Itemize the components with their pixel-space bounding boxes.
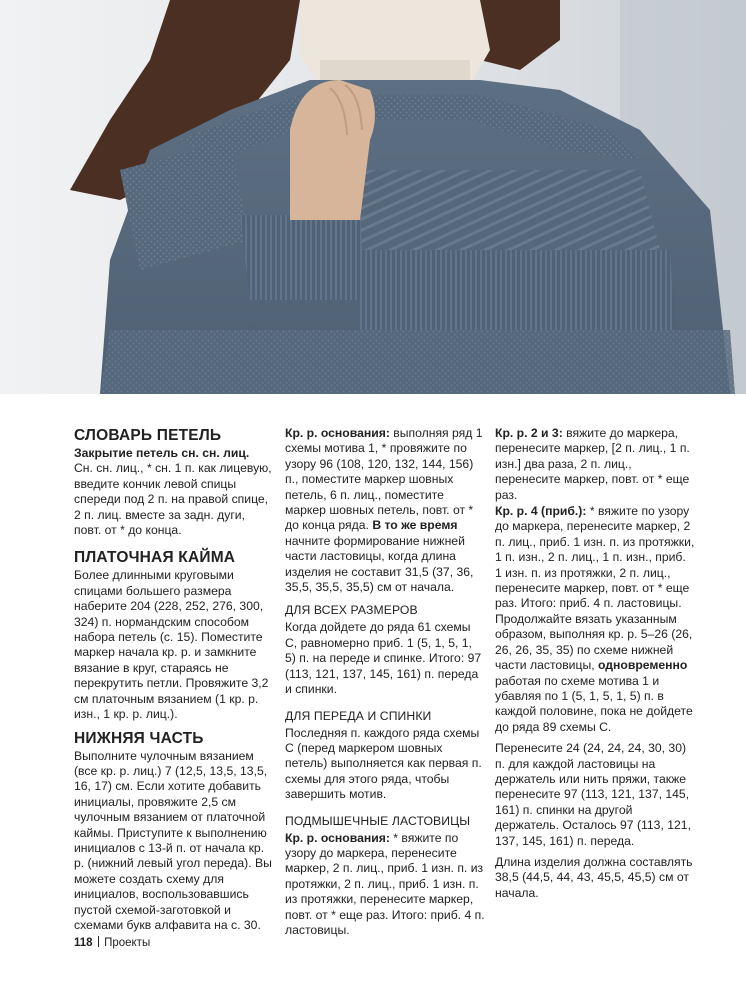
column-1 bbox=[74, 426, 274, 933]
paragraph bbox=[495, 426, 695, 503]
paragraph: Более длинными круговыми спицами большего размера наберите 204 (228, 252, 276, 300, 324) п. нормандским способом набора петель (с. 15). Поместите маркер начала кр. р. и замкните вязание в круг, стараясь не перекрутить петли. Провяжите 3,2 см платочным вязанием (1 кр. р. изн., 1 кр. р. лиц.). bbox=[74, 568, 269, 722]
term-label: В то же время bbox=[372, 518, 458, 533]
paragraph: Выполните чулочным вязанием (все кр. р. лиц.) 7 (12,5, 13,5, 13,5, 16, 17) см. Если хотите добавить инициалы, провяжите 2,5 см чулочным вязанием от платочной каймы. Приступите к выполнению инициалов с 13-й п. от начала кр. р. (нижний левый угол переда). Вы можете создать схему для инициалов, воспользовавшись пустой схемой-заготовкой и схемами букв алфавита на с. 30. bbox=[74, 748, 272, 932]
paragraph: Длина изделия должна составлять 38,5 (44,5, 44, 43, 45,5, 45,5) см от начала. bbox=[495, 854, 693, 900]
text-run: работая по схеме мотива 1 и убавляя по 1 (5, 1, 5, 1, 5) п. в каждой половине, пока не дойдете до ряда 89 схемы С. bbox=[495, 673, 693, 734]
text-run: выполняя ряд 1 схемы мотива 1, * провяжите по узору 96 (108, 120, 132, 144, 156) п., поместите маркер шовных петель, 6 п. лиц., поместите маркер шовных петель, повт. от * до конца ряда. bbox=[285, 426, 483, 533]
text-run: * вяжите по узору до маркера, перенесите маркер, 2 п. лиц., приб. 1 изн. п. из протяжки, 1 п. изн., 2 п. лиц., 1 п. изн., приб. 1 изн. п. из протяжки, 2 п. лиц., перенесите маркер, повт. от * еще раз. Итого: приб. 4 п. ластовицы. bbox=[495, 504, 695, 611]
paragraph bbox=[285, 831, 485, 939]
sweater-photo-illustration bbox=[0, 0, 746, 394]
column-3 bbox=[495, 426, 695, 901]
section-heading-all-sizes: ДЛЯ ВСЕХ РАЗМЕРОВ bbox=[285, 603, 418, 618]
subheading-bind-off: Закрытие петель сн. сн. лиц. bbox=[74, 446, 250, 460]
section-heading-garter-border: ПЛАТОЧНАЯ КАЙМА bbox=[74, 549, 236, 567]
paragraph bbox=[495, 504, 695, 612]
term-label: Кр. р. 2 и 3: bbox=[495, 426, 563, 440]
article-columns bbox=[0, 426, 746, 946]
paragraph bbox=[495, 612, 695, 735]
text-run: начните формирование нижней части ластовицы, когда длина изделия не составит 31,5 (37, 36, 35,5, 35,5, 35,5) см от начала. bbox=[285, 533, 474, 595]
column-2 bbox=[285, 426, 485, 938]
paragraph: Когда дойдете до ряда 61 схемы С, равномерно приб. 1 (5, 1, 5, 1, 5) п. на переде и спинке. Итого: 97 (113, 121, 137, 145, 161) п. переда и спинки. bbox=[285, 620, 482, 697]
text-run: * вяжите по узору до маркера, перенесите маркер, 2 п. лиц., приб. 1 изн. п. из протяжки, 2 п. лиц., приб. 1 изн. п. из протяжки, перенесите маркер, повт. от * еще раз. Итого: приб. 4 п. ластовицы. bbox=[285, 830, 485, 937]
term-label: Кр. р. 4 (приб.): bbox=[495, 504, 587, 519]
section-heading-stitch-dictionary: СЛОВАРЬ ПЕТЕЛЬ bbox=[74, 427, 222, 444]
term-label: Кр. р. основания: bbox=[285, 830, 390, 845]
term-label: одновременно bbox=[598, 658, 688, 673]
page-footer bbox=[74, 936, 150, 949]
section-heading-front-back: ДЛЯ ПЕРЕДА И СПИНКИ bbox=[285, 708, 432, 723]
section-name: Проекты bbox=[104, 937, 151, 949]
text-run: Продолжайте вязать указанным образом, выполняя кр. р. 5–26 (26, 26, 26, 35, 35) по схеме нижней части ластовицы, bbox=[495, 611, 693, 673]
section-heading-lower-part: НИЖНЯЯ ЧАСТЬ bbox=[74, 729, 204, 747]
paragraph: Перенесите 24 (24, 24, 24, 30, 30) п. для каждой ластовицы на держатель или нить пряжи, также перенесите 97 (113, 121, 137, 145, 161) п. спинки на другой держатель. Осталось 97 (113, 121, 137, 145, 161) п. переда. bbox=[495, 741, 691, 848]
term-label: Кр. р. основания: bbox=[285, 426, 390, 440]
paragraph: Последняя п. каждого ряда схемы С (перед маркером шовных петель) выполняется как первая п. схемы для этого ряда, чтобы завершить мотив. bbox=[285, 725, 482, 802]
section-heading-underarm-gussets: ПОДМЫШЕЧНЫЕ ЛАСТОВИЦЫ bbox=[285, 813, 471, 828]
hero-photo bbox=[0, 0, 746, 394]
footer-separator bbox=[98, 936, 100, 947]
text-run: вяжите до маркера, перенесите маркер, [2 п. лиц., 1 п. изн.] два раза, 2 п. лиц., перенесите маркер, повт. от * еще раз. bbox=[495, 426, 690, 502]
paragraph: Сн. сн. лиц., * сн. 1 п. как лицевую, введите кончик левой спицы спереди под 2 п. на правой спице, 2 п. лиц. вместе за задн. дуги, повт. от * до конца. bbox=[74, 461, 272, 538]
paragraph bbox=[285, 426, 485, 595]
page-number: 118 bbox=[74, 937, 93, 949]
